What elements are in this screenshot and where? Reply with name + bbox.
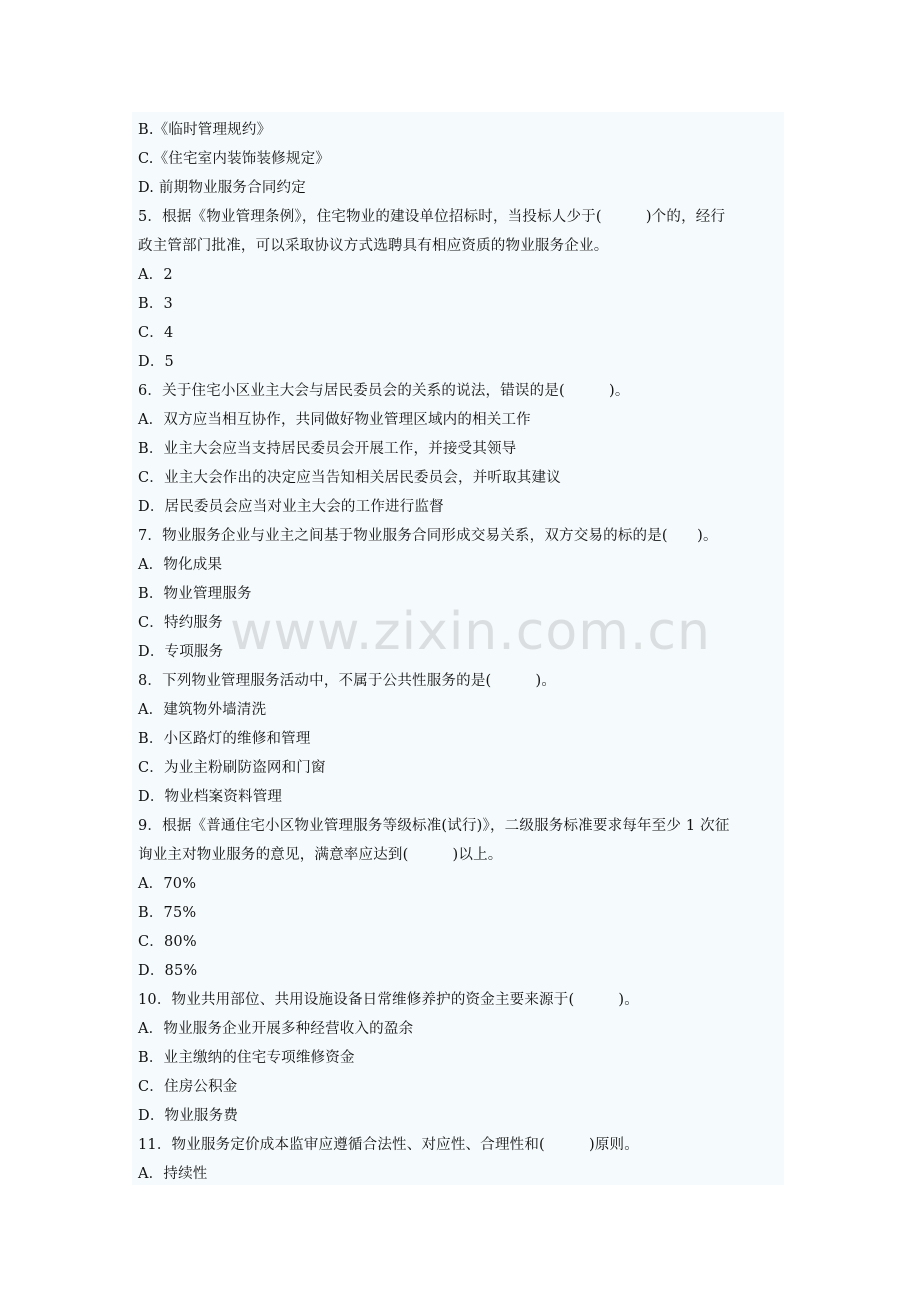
option-line: A．物化成果 — [138, 557, 223, 573]
option-line: B．小区路灯的维修和管理 — [138, 731, 311, 747]
question-line: 11．物业服务定价成本监审应遵循合法性、对应性、合理性和( )原则。 — [138, 1137, 639, 1153]
watermark: www.zixin.com.cn — [230, 602, 711, 662]
option-line: B．业主缴纳的住宅专项维修资金 — [138, 1050, 355, 1066]
option-line: A．70% — [138, 876, 197, 892]
question-line: 政主管部门批准，可以采取协议方式选聘具有相应资质的物业服务企业。 — [138, 238, 609, 254]
option-line: B．75% — [138, 905, 197, 921]
question-line: 9．根据《普通住宅小区物业管理服务等级标准(试行)》，二级服务标准要求每年至少 1 次征 — [138, 818, 730, 834]
option-line: B．物业管理服务 — [138, 586, 252, 602]
option-line: C．特约服务 — [138, 615, 223, 631]
question-line: 6．关于住宅小区业主大会与居民委员会的关系的说法，错误的是( )。 — [138, 383, 630, 399]
option-line: C．业主大会作出的决定应当告知相关居民委员会，并听取其建议 — [138, 470, 561, 486]
option-line: B．业主大会应当支持居民委员会开展工作，并接受其领导 — [138, 441, 517, 457]
option-line: B．3 — [138, 296, 173, 312]
option-line: C．为业主粉刷防盗网和门窗 — [138, 760, 326, 776]
option-line: D．85% — [138, 963, 198, 979]
option-line: D．5 — [138, 354, 174, 370]
question-line: 10．物业共用部位、共用设施设备日常维修养护的资金主要来源于( )。 — [138, 992, 639, 1008]
option-line: A．物业服务企业开展多种经营收入的盈余 — [138, 1021, 414, 1037]
option-line: D．居民委员会应当对业主大会的工作进行监督 — [138, 499, 444, 515]
option-line: A．建筑物外墙清洗 — [138, 702, 267, 718]
option-line: D．专项服务 — [138, 644, 224, 660]
option-line: A．2 — [138, 267, 173, 283]
option-line: D．物业档案资料管理 — [138, 789, 283, 805]
question-line: 7．物业服务企业与业主之间基于物业服务合同形成交易关系，双方交易的标的是( )。 — [138, 528, 718, 544]
text-line: B.《临时管理规约》 — [138, 122, 272, 138]
option-line: C．4 — [138, 325, 174, 341]
option-line: A．持续性 — [138, 1166, 208, 1182]
option-line: D．物业服务费 — [138, 1108, 239, 1124]
text-line: D. 前期物业服务合同约定 — [138, 180, 306, 196]
document-body — [138, 116, 788, 1189]
question-line: 8．下列物业管理服务活动中，不属于公共性服务的是( )。 — [138, 673, 557, 689]
option-line: C．住房公积金 — [138, 1079, 238, 1095]
option-line: A．双方应当相互协作，共同做好物业管理区域内的相关工作 — [138, 412, 531, 428]
question-line: 询业主对物业服务的意见，满意率应达到( )以上。 — [138, 847, 503, 863]
option-line: C．80% — [138, 934, 197, 950]
question-line: 5．根据《物业管理条例》，住宅物业的建设单位招标时，当投标人少于( )个的，经行 — [138, 209, 726, 225]
text-line: C.《住宅室内装饰装修规定》 — [138, 151, 330, 167]
